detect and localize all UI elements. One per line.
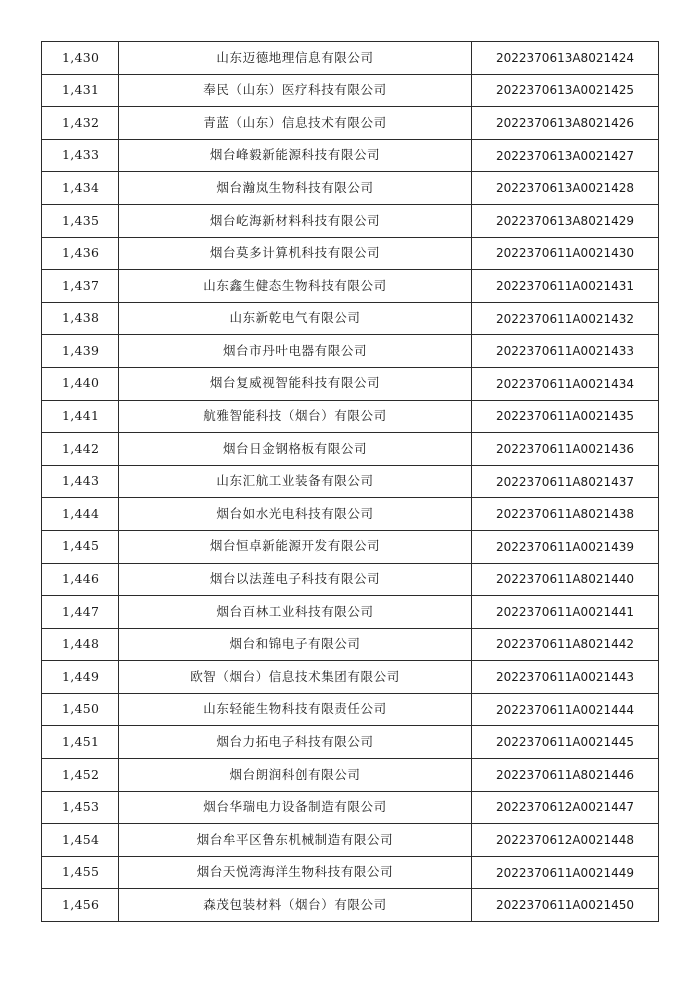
table-row [42, 433, 659, 466]
company-name: 烟台屹海新材料科技有限公司 [119, 204, 472, 237]
company-name: 烟台朗润科创有限公司 [119, 759, 472, 792]
registration-code: 2022370611A0021435 [472, 400, 659, 433]
registration-code: 2022370611A0021443 [472, 661, 659, 694]
registration-code: 2022370613A0021427 [472, 139, 659, 172]
registration-code: 2022370611A8021446 [472, 759, 659, 792]
company-name: 烟台复威视智能科技有限公司 [119, 367, 472, 400]
company-name: 烟台峰毅新能源科技有限公司 [119, 139, 472, 172]
row-number: 1,455 [42, 856, 119, 889]
company-name: 山东轻能生物科技有限责任公司 [119, 693, 472, 726]
document-page [41, 41, 658, 922]
row-number: 1,454 [42, 824, 119, 857]
registration-code: 2022370611A0021445 [472, 726, 659, 759]
table-row [42, 596, 659, 629]
row-number: 1,444 [42, 498, 119, 531]
row-number: 1,443 [42, 465, 119, 498]
registration-code: 2022370611A0021449 [472, 856, 659, 889]
row-number: 1,440 [42, 367, 119, 400]
table-row [42, 400, 659, 433]
company-name: 烟台百林工业科技有限公司 [119, 596, 472, 629]
row-number: 1,437 [42, 270, 119, 303]
table-row [42, 661, 659, 694]
registration-code: 2022370611A0021439 [472, 530, 659, 563]
table-row [42, 237, 659, 270]
registration-code: 2022370611A0021433 [472, 335, 659, 368]
row-number: 1,445 [42, 530, 119, 563]
row-number: 1,453 [42, 791, 119, 824]
company-name: 烟台天悦湾海洋生物科技有限公司 [119, 856, 472, 889]
registration-code: 2022370613A8021429 [472, 204, 659, 237]
company-name: 烟台和锦电子有限公司 [119, 628, 472, 661]
table-row [42, 465, 659, 498]
row-number: 1,442 [42, 433, 119, 466]
table-row [42, 302, 659, 335]
table-row [42, 759, 659, 792]
registration-code: 2022370611A0021430 [472, 237, 659, 270]
row-number: 1,447 [42, 596, 119, 629]
registration-code: 2022370612A0021447 [472, 791, 659, 824]
table-row [42, 139, 659, 172]
company-name: 烟台如水光电科技有限公司 [119, 498, 472, 531]
table-row [42, 628, 659, 661]
table-row [42, 270, 659, 303]
table-row [42, 42, 659, 75]
table-row [42, 367, 659, 400]
table-row [42, 693, 659, 726]
company-name: 烟台瀚岚生物科技有限公司 [119, 172, 472, 205]
registration-code: 2022370611A0021431 [472, 270, 659, 303]
company-name: 烟台牟平区鲁东机械制造有限公司 [119, 824, 472, 857]
company-name: 山东迈德地理信息有限公司 [119, 42, 472, 75]
table-row [42, 824, 659, 857]
row-number: 1,449 [42, 661, 119, 694]
registration-code: 2022370611A8021438 [472, 498, 659, 531]
row-number: 1,451 [42, 726, 119, 759]
table-row [42, 172, 659, 205]
company-name: 山东汇航工业装备有限公司 [119, 465, 472, 498]
table-body [42, 42, 659, 922]
row-number: 1,452 [42, 759, 119, 792]
registration-code: 2022370613A0021425 [472, 74, 659, 107]
registration-code: 2022370611A8021437 [472, 465, 659, 498]
table-row [42, 856, 659, 889]
row-number: 1,435 [42, 204, 119, 237]
registration-code: 2022370613A8021424 [472, 42, 659, 75]
row-number: 1,441 [42, 400, 119, 433]
registration-code: 2022370611A0021441 [472, 596, 659, 629]
company-name: 烟台市丹叶电器有限公司 [119, 335, 472, 368]
row-number: 1,436 [42, 237, 119, 270]
table-row [42, 107, 659, 140]
table-row [42, 889, 659, 922]
registration-code: 2022370611A0021436 [472, 433, 659, 466]
registration-code: 2022370611A0021444 [472, 693, 659, 726]
company-name: 山东新乾电气有限公司 [119, 302, 472, 335]
registration-code: 2022370611A8021442 [472, 628, 659, 661]
company-name: 航雅智能科技（烟台）有限公司 [119, 400, 472, 433]
table-row [42, 74, 659, 107]
registration-code: 2022370613A0021428 [472, 172, 659, 205]
row-number: 1,430 [42, 42, 119, 75]
table-row [42, 498, 659, 531]
company-name: 烟台恒卓新能源开发有限公司 [119, 530, 472, 563]
company-name: 烟台日金钢格板有限公司 [119, 433, 472, 466]
table-row [42, 563, 659, 596]
company-name: 烟台莫多计算机科技有限公司 [119, 237, 472, 270]
registration-code: 2022370613A8021426 [472, 107, 659, 140]
company-name: 烟台以法莲电子科技有限公司 [119, 563, 472, 596]
company-name: 欧智（烟台）信息技术集团有限公司 [119, 661, 472, 694]
company-name: 山东鑫生健态生物科技有限公司 [119, 270, 472, 303]
registration-code: 2022370611A8021440 [472, 563, 659, 596]
row-number: 1,433 [42, 139, 119, 172]
table-row [42, 791, 659, 824]
company-name: 森茂包装材料（烟台）有限公司 [119, 889, 472, 922]
row-number: 1,448 [42, 628, 119, 661]
row-number: 1,431 [42, 74, 119, 107]
company-name: 青蓝（山东）信息技术有限公司 [119, 107, 472, 140]
table-row [42, 335, 659, 368]
row-number: 1,432 [42, 107, 119, 140]
row-number: 1,438 [42, 302, 119, 335]
row-number: 1,434 [42, 172, 119, 205]
registration-code: 2022370611A0021432 [472, 302, 659, 335]
row-number: 1,439 [42, 335, 119, 368]
registration-code: 2022370611A0021434 [472, 367, 659, 400]
table-row [42, 204, 659, 237]
registration-code: 2022370612A0021448 [472, 824, 659, 857]
row-number: 1,456 [42, 889, 119, 922]
company-name: 烟台力拓电子科技有限公司 [119, 726, 472, 759]
table-row [42, 530, 659, 563]
table-row [42, 726, 659, 759]
company-name: 烟台华瑞电力设备制造有限公司 [119, 791, 472, 824]
row-number: 1,446 [42, 563, 119, 596]
company-registry-table [41, 41, 659, 922]
company-name: 奉民（山东）医疗科技有限公司 [119, 74, 472, 107]
registration-code: 2022370611A0021450 [472, 889, 659, 922]
row-number: 1,450 [42, 693, 119, 726]
